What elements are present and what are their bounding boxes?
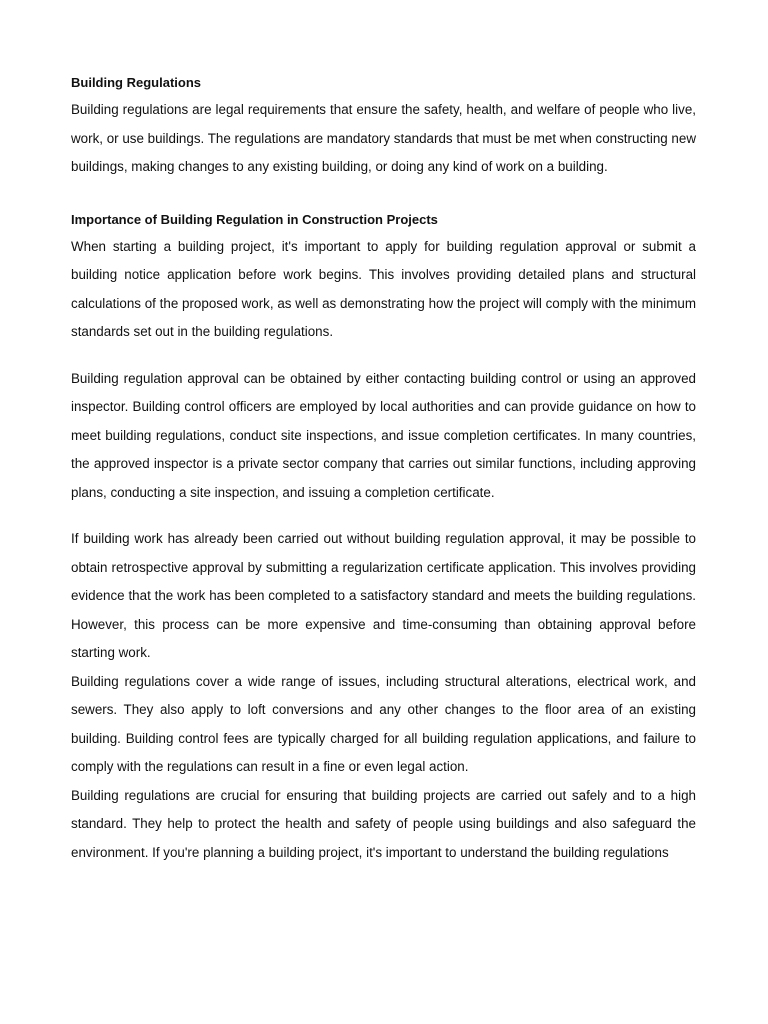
paragraph-scope: Building regulations cover a wide range of issues, including structural alterations, electrical work, and sewers. They also apply to loft conversions and any other changes to the floor area of an existing building. Building control fees are typically charged for all building regulation applications, and failure to comply with the regulations can result in a fine or even legal action. — [71, 673, 696, 774]
paragraph-importance: Building regulations are crucial for ensuring that building projects are carried out safely and to a high standard. They help to protect the health and safety of people using buildings and also safeguard the environment. If you're planning a building project, it's important to understand the building regulations — [71, 787, 696, 860]
paragraph-approval-application: When starting a building project, it's important to apply for building regulation approval or submit a building notice application before work begins. This involves providing detailed plans and structural calculations of the proposed work, as well as demonstrating how the project will comply with the minimum standards set out in the building regulations. — [71, 238, 696, 339]
paragraph-retrospective-approval: If building work has already been carried out without building regulation approval, it may be possible to obtain retrospective approval by submitting a regularization certificate application. This involves providing evidence that the work has been completed to a satisfactory standard and meets the building regulations. However, this process can be more expensive and time-consuming than obtaining approval before starting work. — [71, 531, 696, 660]
paragraph-intro: Building regulations are legal requirements that ensure the safety, health, and welfare of people who live, work, or use buildings. The regulations are mandatory standards that must be met when constructing new buildings, making changes to any existing building, or doing any kind of work on a building. — [71, 102, 696, 174]
section-heading-importance: Importance of Building Regulation in Construction Projects — [71, 211, 438, 227]
paragraph-approval-options: Building regulation approval can be obtained by either contacting building control or using an approved inspector. Building control officers are employed by local authorities and can provide guidance on how to meet building regulations, conduct site inspections, and issue completion certificates. In many countries, the approved inspector is a private sector company that carries out similar functions, including approving plans, conducting a site inspection, and issuing a completion certificate. — [71, 370, 696, 500]
section-heading-building-regulations: Building Regulations — [71, 75, 201, 90]
